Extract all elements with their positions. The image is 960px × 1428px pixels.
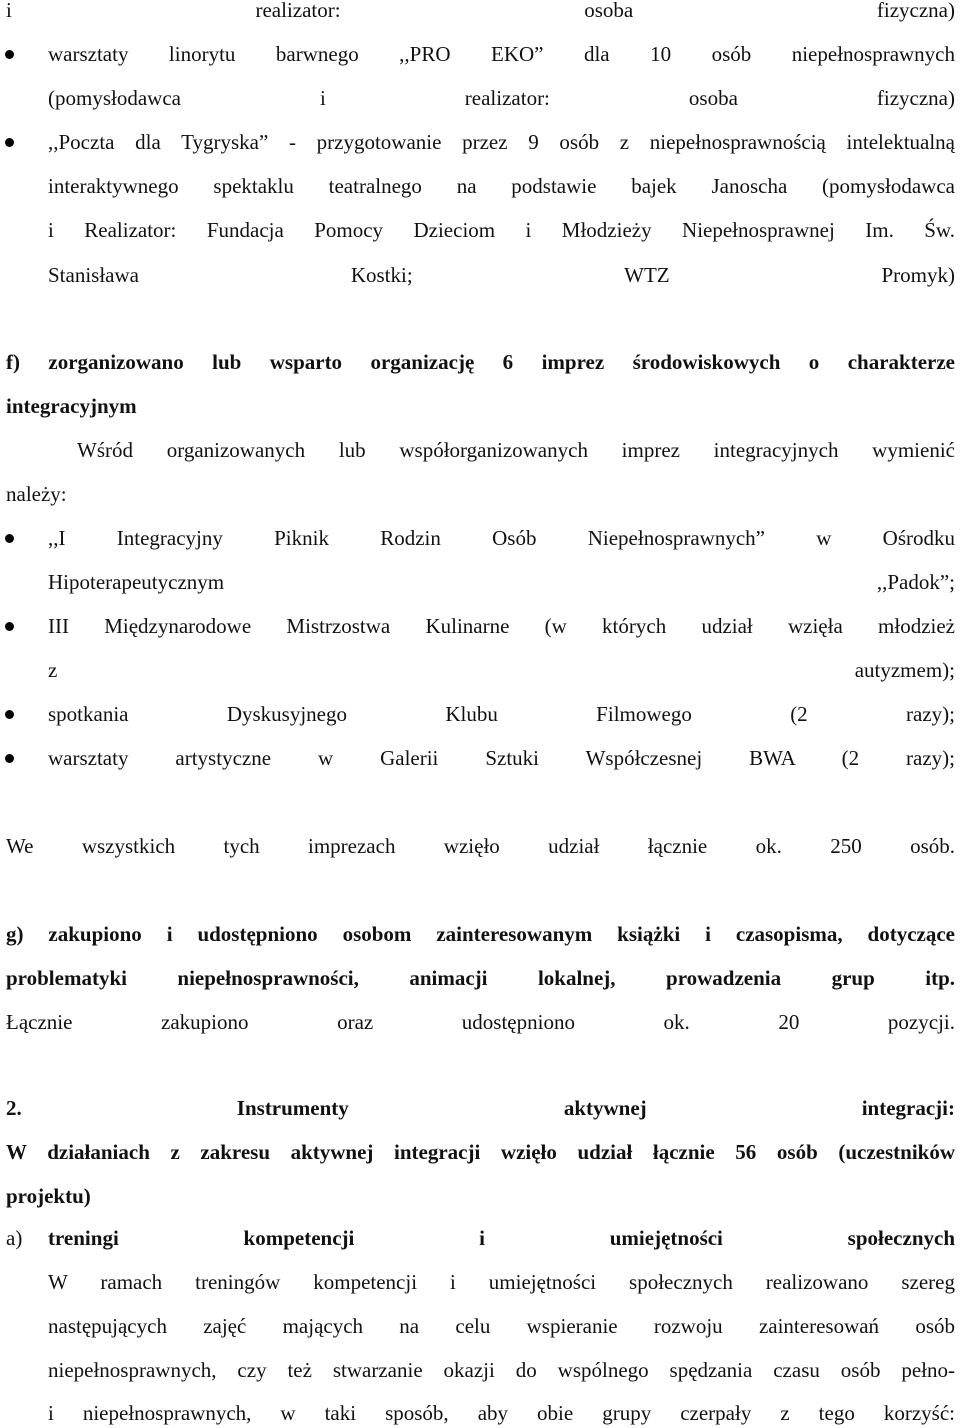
bullet-dot-icon	[5, 710, 14, 719]
list-item-line: Stanisława Kostki; WTZ Promyk)	[48, 263, 955, 287]
item-a-body-line: W ramach treningów kompetencji i umiejętności społecznych realizowano szereg	[48, 1270, 955, 1294]
item-a-body-line: i niepełnosprawnych, w taki sposób, aby obie grupy czerpały z tego korzyść:	[48, 1401, 955, 1425]
section-g-heading: problematyki niepełnosprawności, animacji lokalnej, prowadzenia grup itp.	[6, 966, 955, 990]
list-item-line: Hipoterapeutycznym ,,Padok”;	[48, 570, 955, 594]
section-f-summary: We wszystkich tych imprezach wzięło udział łącznie ok. 250 osób.	[6, 834, 955, 858]
bullet-dot-icon	[5, 622, 14, 631]
bullet-dot-icon	[5, 138, 14, 147]
section-2-heading: 2. Instrumenty aktywnej integracji:	[6, 1096, 955, 1120]
section-f-intro: należy:	[6, 482, 67, 506]
continued-text-line: i realizator: osoba fizyczna)	[6, 0, 955, 22]
list-item-line: ,,Poczta dla Tygryska” - przygotowanie przez 9 osób z niepełnosprawnością intelektualną	[48, 130, 955, 154]
item-a-marker: a)	[6, 1226, 23, 1250]
list-item-line: spotkania Dyskusyjnego Klubu Filmowego (2 razy);	[48, 702, 955, 726]
section-2-intro: W działaniach z zakresu aktywnej integracji wzięło udział łącznie 56 osób (uczestników	[6, 1140, 955, 1164]
list-item-line: warsztaty linorytu barwnego ,,PRO EKO” dla 10 osób niepełnosprawnych	[48, 42, 955, 66]
section-g-heading: g) zakupiono i udostępniono osobom zainteresowanym książki i czasopisma, dotyczące	[6, 922, 955, 946]
item-a-body-line: następujących zajęć mających na celu wspieranie rozwoju zainteresowań osób	[48, 1314, 955, 1338]
bullet-dot-icon	[5, 754, 14, 763]
list-item-line: (pomysłodawca i realizator: osoba fizyczna)	[48, 86, 955, 110]
list-item-line: i Realizator: Fundacja Pomocy Dzieciom i Młodzieży Niepełnosprawnej Im. Św.	[48, 218, 955, 242]
bullet-dot-icon	[5, 534, 14, 543]
section-2-intro: projektu)	[6, 1184, 91, 1208]
item-a-title: treningi kompetencji i umiejętności społecznych	[48, 1226, 955, 1250]
item-a-body-line: niepełnosprawnych, czy też stwarzanie okazji do wspólnego spędzania czasu osób pełno-	[48, 1358, 955, 1382]
section-g-summary: Łącznie zakupiono oraz udostępniono ok. 20 pozycji.	[6, 1010, 955, 1034]
bullet-dot-icon	[5, 50, 14, 59]
list-item-line: z autyzmem);	[48, 658, 955, 682]
section-f-heading: f) zorganizowano lub wsparto organizację 6 imprez środowiskowych o charakterze	[6, 350, 955, 374]
section-f-heading: integracyjnym	[6, 394, 137, 418]
list-item-line: III Międzynarodowe Mistrzostwa Kulinarne (w których udział wzięła młodzież	[48, 614, 955, 638]
list-item-line: warsztaty artystyczne w Galerii Sztuki Współczesnej BWA (2 razy);	[48, 746, 955, 770]
list-item-line: interaktywnego spektaklu teatralnego na podstawie bajek Janoscha (pomysłodawca	[48, 174, 955, 198]
section-f-intro: Wśród organizowanych lub współorganizowanych imprez integracyjnych wymienić	[77, 438, 955, 462]
list-item-line: ,,I Integracyjny Piknik Rodzin Osób Niepełnosprawnych” w Ośrodku	[48, 526, 955, 550]
